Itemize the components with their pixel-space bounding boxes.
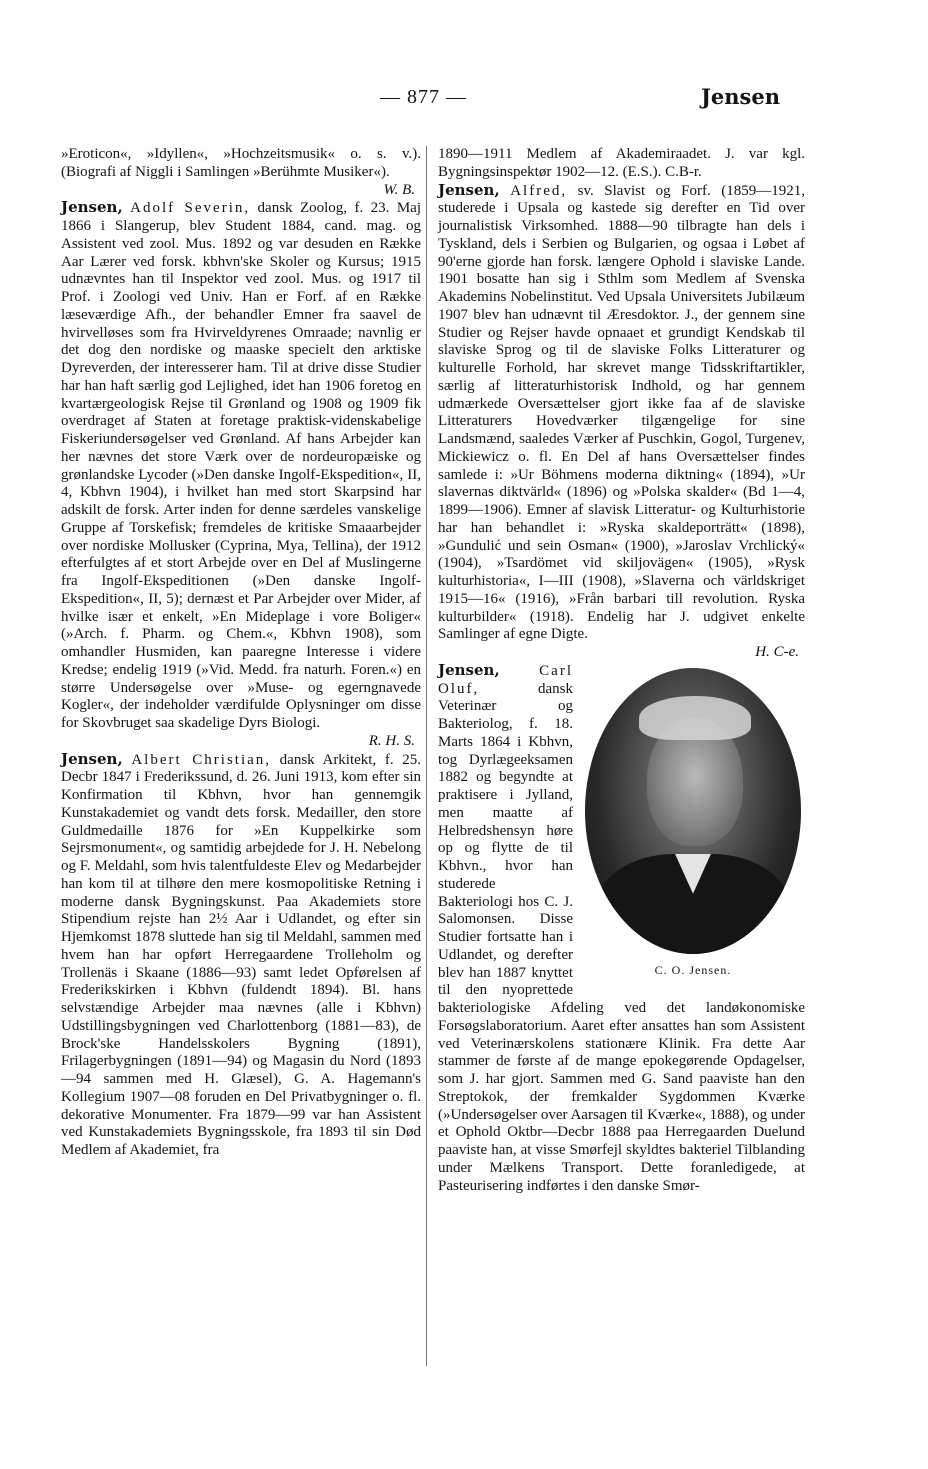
entry-continuation [438,146,805,182]
entry-text: dansk Arkitekt, f. 25. Decbr 1847 i Frederikssund, d. 26. Juni 1913, kom efter sin Konfirmation til Kbhvn, hvor han gennemgik Kunstakademiet og vandt dets forsk. Medailler, den store Guldmedaille 1876 for »En Kuppelkirke som Sejrsmonument«, og samtidig arbejdede for J. H. Nebelong og F. Meldahl, som hvis talentfuldeste Elev og Medarbejder han kom til at tilhøre den mere kosmopolitiske Retning i moderne dansk Bygningskunst. Paa Akademiets store Stipendium rejste han 2½ Aar i Udlandet, og efter sin Hjemkomst 1878 sluttede han sig til Meldahl, sammen med hvem han har opført Herregaardene Trolleholm og Trollenäs i Skaane (1886—93) samt ledet Opførelsen af Frederikskirken i Kbhvn (fuldendt 1894). Bl. hans selvstændige Arbejder maa nævnes (alle i Kbhvn) Udstillingsbygningen ved Charlottenborg (1881—83), de Brock'ske Handelsskolers Bygning (1891), Frilagerbygningen (1891—94) og Magasin du Nord (1893—94 sammen med H. Glæsel), G. A. Hagemann's Kollegium 1907—08 foruden en Del Privatbygninger o. fl. dekorative Monumenter. Fra 1879—99 var han Assistent ved Kunstakademiets Bygningsskole, fra 1893 til sin Død Medlem af Akademiet, fra [61,751,421,1158]
right-column [438,146,805,1195]
entry-signature: W. B. [383,181,415,198]
entry-signature: H. C-e. [755,644,799,660]
running-head-word: Jensen [700,84,780,109]
entry-albert-christian-jensen [61,751,421,1160]
left-column [61,146,421,1160]
entry-text: »Eroticon«, »Idyllen«, »Hochzeitsmusik« o. s. v.). (Biografi af Niggli i Samlingen »Berühmte Musiker«). [61,146,421,180]
entry-given-names: Adolf Severin, [130,200,251,217]
portrait-hair [639,696,751,740]
page-number: — 877 — [380,86,467,108]
portrait-image [585,668,801,954]
entry-given-names: Albert Christian, [131,751,272,768]
entry-headword: Jensen, [438,180,500,199]
entry-text: sv. Slavist og Forf. (1859—1921, studerede i Upsala og kastede sig derefter en Tid over journalistisk Virksomhed. 1888—90 tilbragte han dels i Tyskland, dels i Serbien og Bulgarien, og ogsaa i Løbet af 90'erne gjorde han forsk. længere Ophold i slaviske Lande. 1901 bosatte han sig i Sthlm som Medlem af Svenska Akademins Nobelinstitut. Ved Upsala Universitets Jubilæum 1907 blev han udnævnt til Æresdoktor. J., der gennem sine Studier og Rejser havde opnaaet et grundigt Kendskab til slaviske Sprog og til de slaviske Folks Litteraturer og kulturelle Forhold, har skrevet mange Tidsskriftartikler, særlig af litteraturhistorisk Indhold, og har gennem udmærkede Oversættelser gjort ikke faa af de slaviske Litteraturers Hovedværker tilgængelige for sine Landsmænd, saaledes Værker af Puschkin, Gogol, Turgenev, Mickiewicz o. fl. En Del af hans Oversættelser findes samlede i: »Ur Böhmens moderna diktning« (1894), »Ur slavernas diktvärld« (1896) og »Polska skalder« (Bd 1—4, 1899—1906). Emner af slavisk Litteratur- og Kulturhistorie har han behandlet i: »Ryska skaldeporträtt« (1898), »Gundulić und sein Osman« (1900), »Jaroslav Vrchlický« (1904), »Tsardömet vid skiljovägen« (1905), »Rysk kulturhistoria«, I—III (1908), »Slaverna och världskriget 1915—16« (1916), »Från barbari till revolution. Ryska kulturbilder« (1918). Endelig har J. udgivet enkelte Samlinger af egne Digte. [438,182,806,643]
page-header [60,86,780,120]
entry-given-names: Carl Oluf, [438,662,573,697]
portrait-caption: C. O. Jensen. [654,962,732,977]
portrait-figure [577,668,809,980]
entry-text: 1890—1911 Medlem af Akademiraadet. J. var kgl. Bygningsinspektør 1902—12. (E.S.). C.B-r. [438,146,805,180]
entry-adolf-severin-jensen [61,199,421,750]
entry-signature: R. H. S. [368,732,415,749]
entry-given-names: Alfred, [510,182,568,199]
entry-continuation [61,146,421,199]
column-divider [426,146,427,1366]
entry-text: dansk Veterinær og Bakteriolog, f. 18. Marts 1864 i Kbhvn, tog Dyrlægeeksamen 1882 og begyndte at praktisere i Jylland, men maatte af Helbredshensyn høre op og flytte de til Kbhvn., hvor han studerede Bakteriologi hos C. J. Salomonsen. Disse Studier fortsatte han i Udlandet, og derefter blev han 1887 knyttet til den nyoprettede bakteriologiske Afdeling ved det landøkonomiske Forsøgslaboratorium. Aaret efter ansattes han som Assistent ved Veterinærskolens stationære Klinik. Fra dette Aar stammer de første af de mange epokegørende Opdagelser, som J. har gjort. Sammen med G. Sand paaviste han den Streptokok, der fremkalder Sygdommen Kværke (»Undersøgelser over Aarsagen til Kværke«, 1888), og under et Ophold Oktbr—Decbr 1888 paa Herregaarden Duelund paaviste han, at visse Smørfejl skyldtes bakteriel Tilblanding under Mælkens Transport. Dette foranledigede, at Pasteurisering indførtes i den danske Smør- [438,680,805,1194]
entry-headword: Jensen, [61,198,123,217]
entry-text: dansk Zoolog, f. 23. Maj 1866 i Slangerup, blev Student 1884, cand. mag. og Assistent ved zool. Mus. 1892 og var desuden en Række Aar Lærer ved forsk. kbhvn'ske Skoler og Kursus; 1915 udnævntes han til Inspektor ved zool. Mus. og 1917 til Prof. i Zoologi ved Univ. Han er Forf. af en Række læseværdige Afh., der behandler Emner fra saavel de hvirvelløses som fra Hvirveldyrenes Omraade; navnlig er det dog den nordiske og maaske specielt den arktiske Dyreverden, der interesserer ham. Til at drive disse Studier har han haft særlig god Lejlighed, idet han 1906 foretog en kvartærgeologisk Rejse til Grønland og 1908 og 1909 fik overdraget af Staten at foretage praktisk-videnskabelige Fiskeriundersøgelser ved Grønland. Af hans Arbejder kan her nævnes det store Værk over de nordeuropæiske og grønlandske Lycoder (»Den danske Ingolf-Ekspedition«, II, 4, Kbhvn 1904), i hvilket han med stort Skarpsind har adskilt de forsk. Arter inden for denne særdeles vanskelige Gruppe af Torskefisk; fremdeles de kritiske Smaaarbejder over nordiske Mollusker (Cyprina, Mya, Tellina), der 1912 efterfulgtes af et stort Arbejde over en Del af Muslingerne fra Ingolf-Ekspeditionen (»Den danske Ingolf-Ekspedition«, II, 5); dernæst et Par Arbejder over Mider, af hvilke især et enkelt, »En Mideplage i vore Boliger« (»Arch. f. Pharm. og Chem.«, Kbhvn 1908), som omhandler Husmiden, kan paaregne Interesse i videre Kredse; endelig 1919 (»Vid. Medd. fra naturh. Foren.«) en større Undersøgelse over »Muse- og egerngnavede Kogler«, der indeholder værdifulde Oplysninger om disse for Skovbruget saa skadelige Dyrs Biologi. [61,200,422,731]
entry-headword: Jensen, [61,749,123,768]
entry-headword: Jensen, [438,660,500,679]
entry-alfred-jensen [438,182,805,662]
entry-carl-oluf-jensen [438,662,805,1196]
